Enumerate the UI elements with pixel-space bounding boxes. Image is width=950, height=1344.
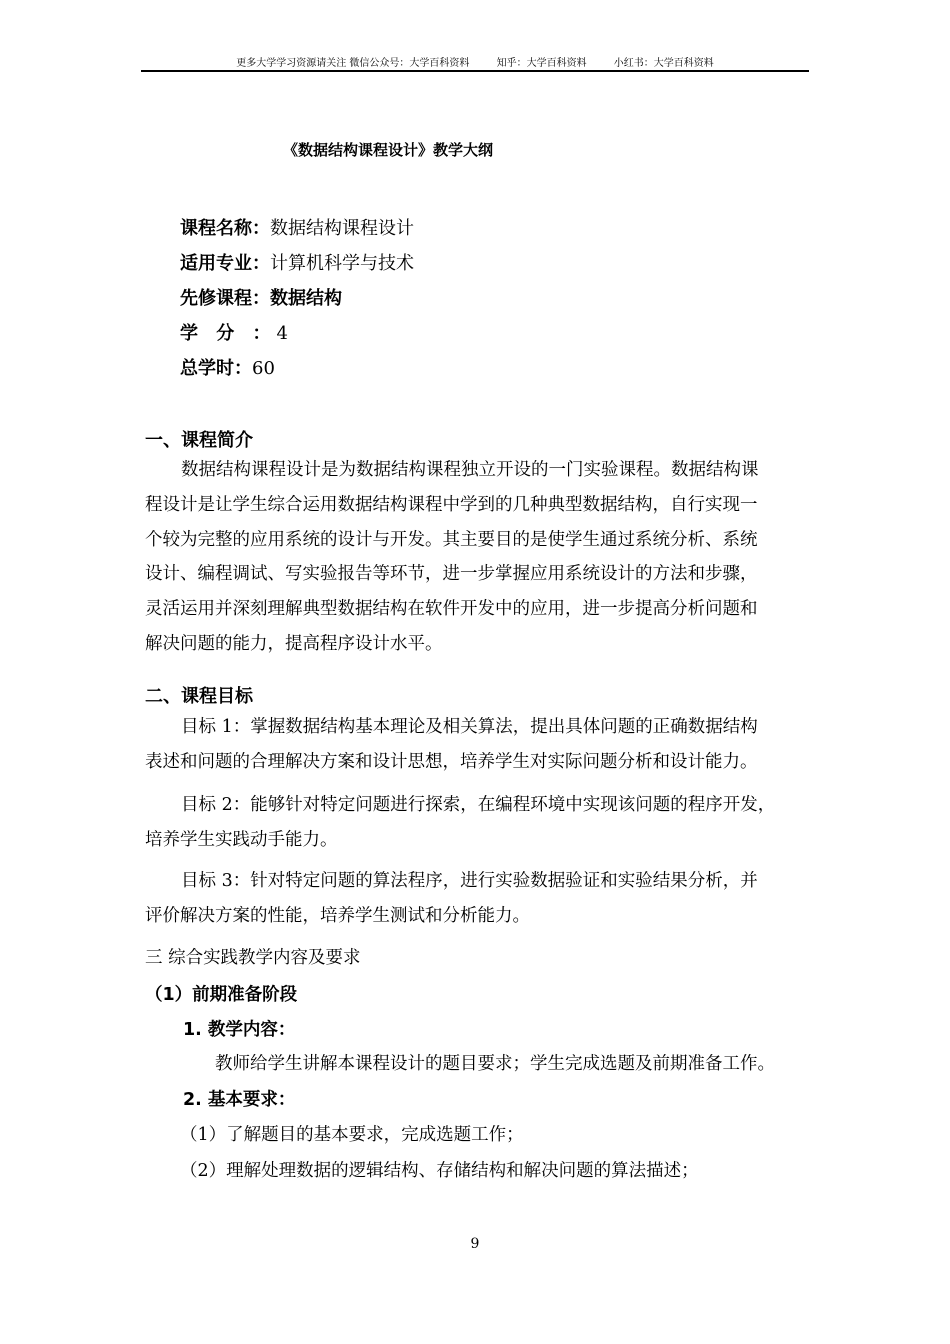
info-label: 课程名称： [180, 218, 270, 239]
goal-line: 评价解决方案的性能，培养学生测试和分析能力。 [145, 905, 530, 926]
info-prerequisite [180, 284, 342, 310]
requirement-1: （1）了解题目的基本要求，完成选题工作； [180, 1125, 524, 1145]
para-line: 设计、编程调试、写实验报告等环节，进一步掌握应用系统设计的方法和步骤， [145, 564, 758, 585]
info-label: 总学时： [180, 358, 252, 379]
goal-line: 目标 2：能够针对特定问题进行探索，在编程环境中实现该问题的程序开发， [181, 795, 776, 815]
goal-1 [145, 710, 825, 780]
header-wechat: 更多大学学习资源请关注 微信公众号：大学百科资料 [236, 58, 470, 69]
para-line: 解决问题的能力，提高程序设计水平。 [145, 633, 443, 654]
info-label: 学 分 ： [180, 323, 277, 344]
info-value: 4 [276, 323, 288, 344]
section3-heading [145, 944, 361, 969]
section1-heading: 一、课程简介 [145, 430, 253, 451]
sub1-text: 教师给学生讲解本课程设计的题目要求；学生完成选题及前期准备工作。 [215, 1054, 775, 1074]
section1-paragraph [145, 453, 825, 662]
sub2-title: 2. 基本要求： [183, 1090, 296, 1110]
para-line: 灵活运用并深刻理解典型数据结构在软件开发中的应用，进一步提高分析问题和 [145, 599, 758, 620]
info-hours [180, 354, 275, 380]
section2-heading: 二、课程目标 [145, 686, 253, 707]
header-xiaohongshu: 小红书：大学百科资料 [613, 58, 714, 69]
para-line: 程设计是让学生综合运用数据结构课程中学到的几种典型数据结构，自行实现一 [145, 494, 758, 515]
info-value: 数据结构 [270, 288, 342, 309]
goal-line: 目标 1：掌握数据结构基本理论及相关算法，提出具体问题的正确数据结构 [181, 717, 758, 737]
page-number: 9 [470, 1236, 480, 1252]
section3-heading-text: 三 综合实践教学内容及要求 [145, 948, 361, 968]
info-major [180, 249, 414, 275]
para-line: 数据结构课程设计是为数据结构课程独立开设的一门实验课程。数据结构课 [181, 460, 759, 480]
info-course-name [180, 214, 414, 240]
info-label: 先修课程： [180, 288, 270, 309]
info-value: 计算机科学与技术 [270, 253, 414, 274]
phase-heading: （1）前期准备阶段 [145, 985, 298, 1005]
goal-3 [145, 864, 825, 934]
info-label: 适用专业： [180, 253, 270, 274]
header-rule [141, 70, 809, 72]
header-zhihu: 知乎：大学百科资料 [496, 58, 587, 69]
info-value: 60 [252, 358, 275, 379]
goal-line: 表述和问题的合理解决方案和设计思想，培养学生对实际问题分析和设计能力。 [145, 751, 758, 772]
sub1-title: 1. 教学内容： [183, 1020, 296, 1040]
goal-line: 培养学生实践动手能力。 [145, 829, 338, 850]
info-value: 数据结构课程设计 [270, 218, 414, 239]
goal-2 [145, 788, 825, 858]
para-line: 个较为完整的应用系统的设计与开发。其主要目的是使学生通过系统分析、系统 [145, 529, 758, 550]
requirement-2: （2）理解处理数据的逻辑结构、存储结构和解决问题的算法描述； [180, 1161, 699, 1181]
document-title: 《数据结构课程设计》教学大纲 [283, 141, 494, 159]
goal-line: 目标 3：针对特定问题的算法程序，进行实验数据验证和实验结果分析，并 [181, 871, 758, 891]
info-credits [180, 319, 288, 345]
page-header [0, 54, 950, 69]
